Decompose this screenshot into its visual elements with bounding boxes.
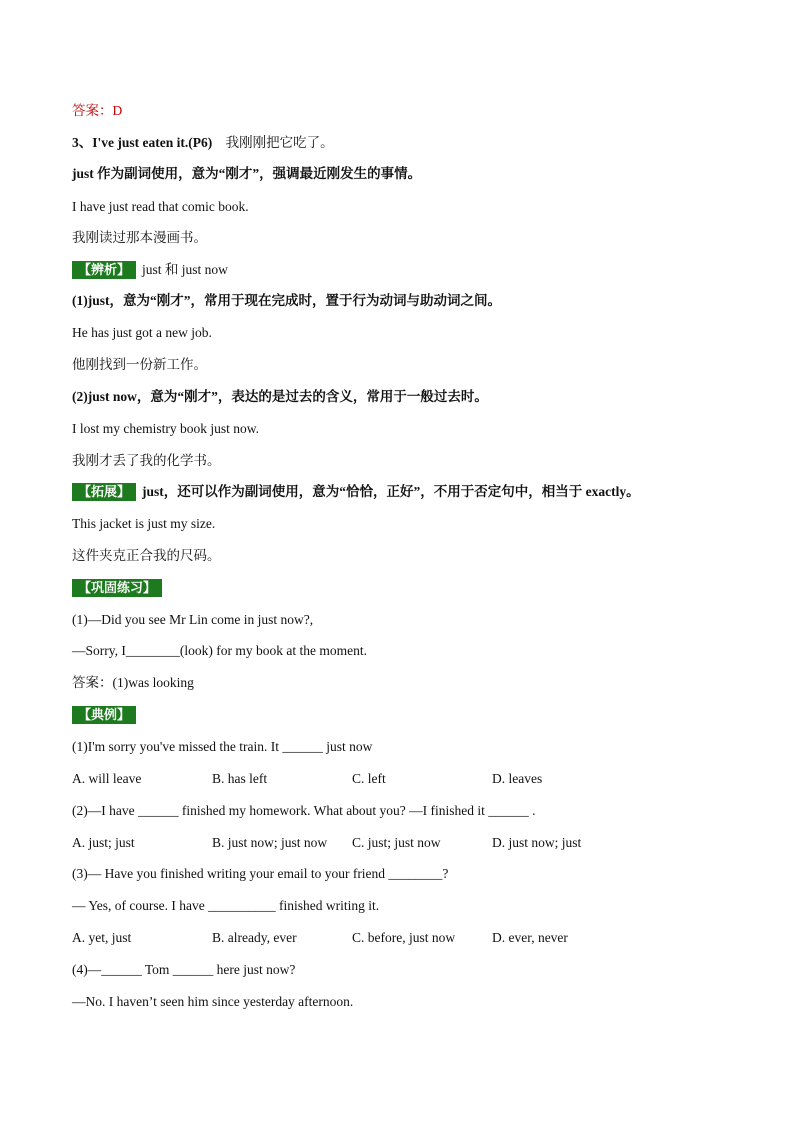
q2-option-d: D. just now; just [492, 835, 582, 850]
answer-d: 答案：D [72, 103, 123, 118]
question2: (2)—I have ______ finished my homework. What about you? —I finished it ______ . [72, 803, 536, 818]
example3-en: I lost my chemistry book just now. [72, 421, 259, 436]
q2-option-b: B. just now; just now [212, 835, 328, 850]
q3-option-c: C. before, just now [352, 930, 456, 945]
gonggu-line [72, 579, 168, 597]
q1-option-a: A. will leave [72, 771, 142, 786]
point2: (2)just now，意为“刚才”，表达的是过去的含义，常用于一般过去时。 [72, 389, 488, 404]
example4-cn: 这件夹克正合我的尺码。 [72, 548, 221, 563]
q3-option-b: B. already, ever [212, 930, 297, 945]
question3: (3)— Have you finished writing your email to your friend ________? [72, 866, 449, 881]
gonggu-question1: (1)—Did you see Mr Lin come in just now?, [72, 612, 314, 627]
example4-en: This jacket is just my size. [72, 516, 216, 531]
just-description: just 作为副词使用，意为“刚才”，强调最近刚发生的事情。 [72, 166, 422, 181]
example2-en: He has just got a new job. [72, 325, 212, 340]
q1-option-d: D. leaves [492, 771, 543, 786]
item3-heading-en: 3、I've just eaten it.(P6) [72, 135, 213, 150]
q2-option-c: C. just; just now [352, 835, 441, 850]
question1: (1)I'm sorry you've missed the train. It ______ just now [72, 739, 373, 754]
tag-tuozhan: 【拓展】 [72, 483, 136, 501]
tag-bianxi: 【辨析】 [72, 261, 136, 279]
q2-option-a: A. just; just [72, 835, 135, 850]
question3-reply: — Yes, of course. I have __________ finished writing it. [72, 898, 380, 913]
gonggu-answer: 答案：(1)was looking [72, 675, 194, 690]
q1-option-b: B. has left [212, 771, 268, 786]
tuozhan-line [72, 483, 640, 501]
example1-cn: 我刚读过那本漫画书。 [72, 230, 207, 245]
example2-cn: 他刚找到一份新工作。 [72, 357, 207, 372]
q3-option-a: A. yet, just [72, 930, 132, 945]
example3-cn: 我刚才丢了我的化学书。 [72, 453, 221, 468]
item3-heading-cn: 我刚刚把它吃了。 [225, 135, 334, 150]
tag-dianli: 【典例】 [72, 706, 136, 724]
tag-gonggu: 【巩固练习】 [72, 579, 162, 597]
tuozhan-text: just，还可以作为副词使用，意为“恰恰，正好”，不用于否定句中，相当于 exactly。 [142, 484, 640, 499]
example1-en: I have just read that comic book. [72, 199, 249, 214]
point1: (1)just，意为“刚才”，常用于现在完成时，置于行为动词与助动词之间。 [72, 293, 501, 308]
q1-option-c: C. left [352, 771, 386, 786]
bianxi-line [72, 261, 228, 279]
bianxi-text: just 和 just now [142, 262, 228, 277]
q3-option-d: D. ever, never [492, 930, 568, 945]
dianli-line [72, 706, 142, 724]
question4: (4)—______ Tom ______ here just now? [72, 962, 296, 977]
gonggu-question1-reply: —Sorry, I________(look) for my book at the moment. [72, 643, 367, 658]
item3-heading [72, 134, 334, 152]
question4-reply: —No. I haven’t seen him since yesterday afternoon. [72, 994, 354, 1009]
